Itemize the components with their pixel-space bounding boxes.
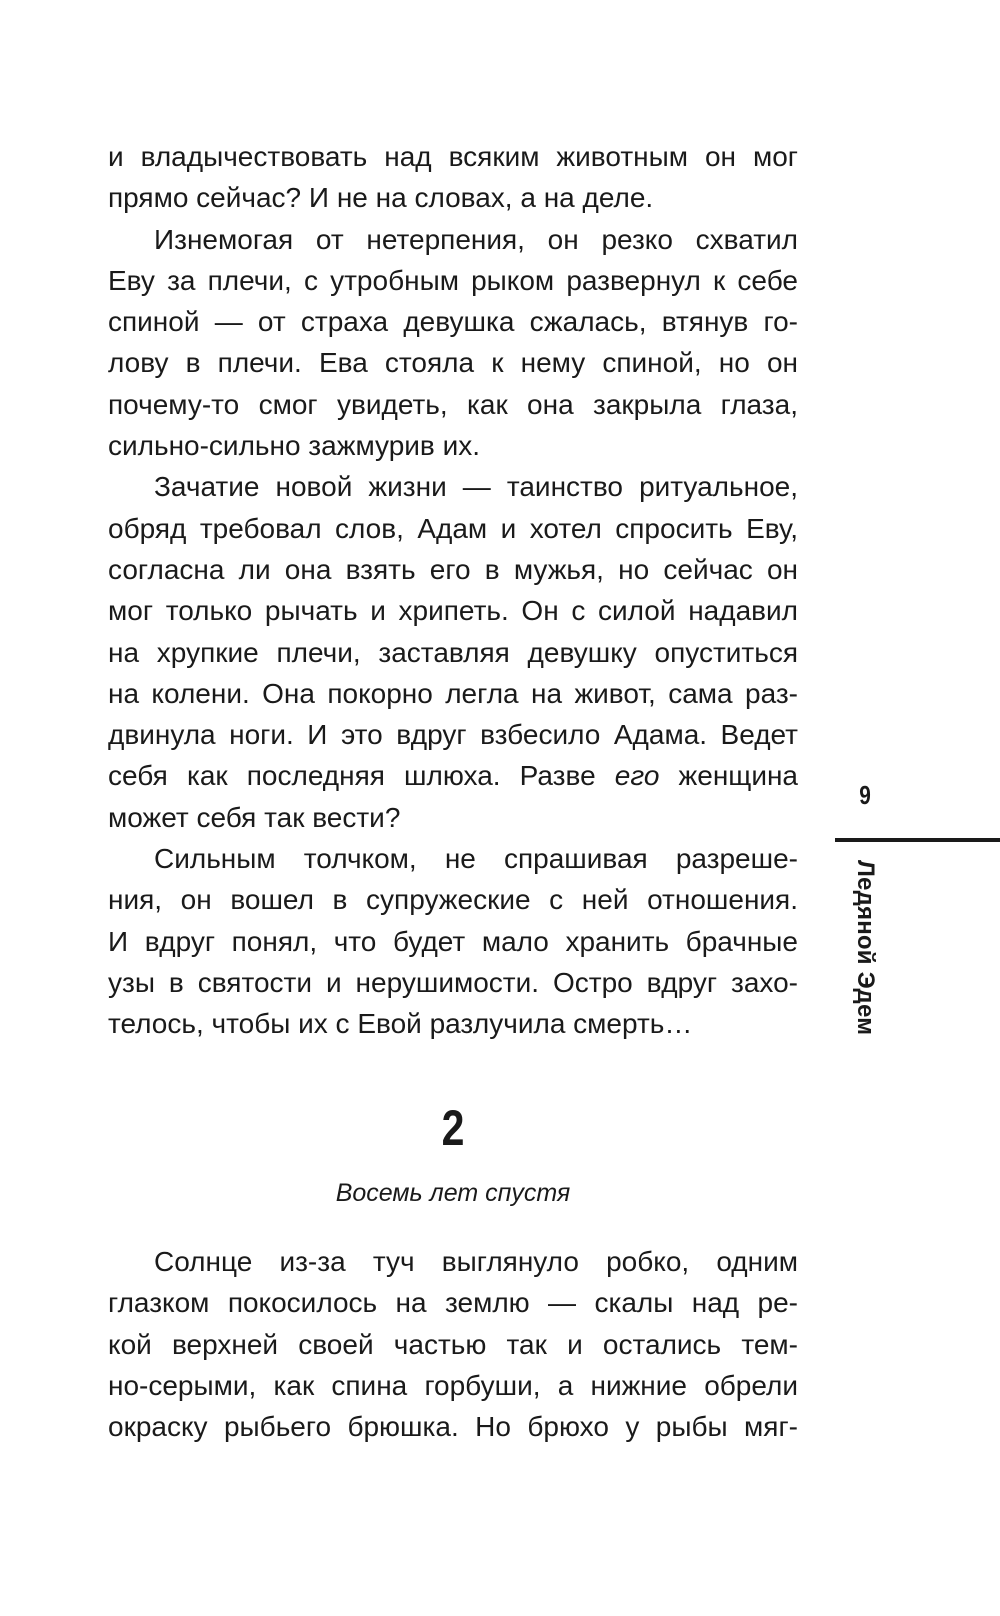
text-line: И вдруг понял, что будет мало хранить брачные: [108, 925, 798, 957]
text-line: телось, чтобы их с Евой разлучила смерть…: [108, 1008, 693, 1040]
text-line: узы в святости и нерушимости. Остро вдруг захо-: [108, 966, 798, 998]
paragraph-first-line: Солнце из-за туч выглянуло робко, одним: [154, 1246, 798, 1277]
text-line: мог только рычать и хрипеть. Он с силой надавил: [108, 595, 798, 627]
text-line: на колени. Она покорно легла на живот, сама раз-: [108, 677, 798, 709]
chapter-subtitle: Восемь лет спустя: [335, 1179, 571, 1207]
text-line: лову в плечи. Ева стояла к нему спиной, но он: [108, 347, 798, 379]
paragraph-first-line: Зачатие новой жизни — таинство ритуальное,: [154, 471, 798, 503]
text-line: почему-то смог увидеть, как она закрыла глаза,: [108, 388, 798, 420]
paragraph-first-line: Изнемогая от нетерпения, он резко схватил: [154, 223, 798, 255]
running-title: Ледяной Эдем: [852, 860, 879, 1036]
text-line: спиной — от страха девушка сжалась, втянув го-: [108, 306, 798, 338]
text-fragment: себя как последняя шлюха. Разве: [108, 760, 615, 792]
text-line: прямо сейчас? И не на словах, а на деле.: [108, 182, 654, 214]
text-line: согласна ли она взять его в мужья, но сейчас он: [108, 553, 798, 585]
text-line: и владычествовать над всяким животным он мог: [108, 141, 798, 172]
running-title-container: [849, 860, 881, 1036]
body-text-bottom: [108, 1241, 798, 1447]
text-line: кой верхней своей частью так и остались тем-: [108, 1328, 798, 1360]
text-line: двинула ноги. И это вдруг взбесило Адама. Ведет: [108, 719, 798, 751]
text-line: Еву за плечи, с утробным рыком развернул к себе: [108, 264, 798, 296]
paragraph-first-line: Сильным толчком, не спрашивая разреше-: [154, 843, 798, 875]
text-line: может себя так вести?: [108, 801, 401, 833]
chapter-number: 2: [441, 1100, 465, 1156]
body-text-top: [108, 136, 798, 1045]
text-line-with-emphasis: [108, 755, 798, 796]
emphasized-word: его: [614, 760, 660, 792]
text-line: окраску рыбьего брюшка. Но брюхо у рыбы мяг-: [108, 1411, 798, 1443]
text-line: глазком покосилось на землю — скалы над ре-: [108, 1287, 798, 1319]
text-line: обряд требовал слов, Адам и хотел спросить Еву,: [108, 512, 798, 544]
page-number: 9: [859, 780, 871, 810]
text-line: на хрупкие плечи, заставляя девушку опуститься: [108, 636, 798, 668]
chapter-heading: [108, 1098, 798, 1210]
text-line: сильно-сильно зажмурив их.: [108, 430, 480, 462]
text-line: ния, он вошел в супружеские с ней отношения.: [108, 884, 798, 916]
text-fragment: женщина: [659, 760, 798, 792]
page-margin-sidebar: [835, 780, 1000, 1040]
text-line: но-серыми, как спина горбуши, а нижние обрели: [108, 1369, 798, 1401]
margin-rule: [835, 838, 1000, 842]
